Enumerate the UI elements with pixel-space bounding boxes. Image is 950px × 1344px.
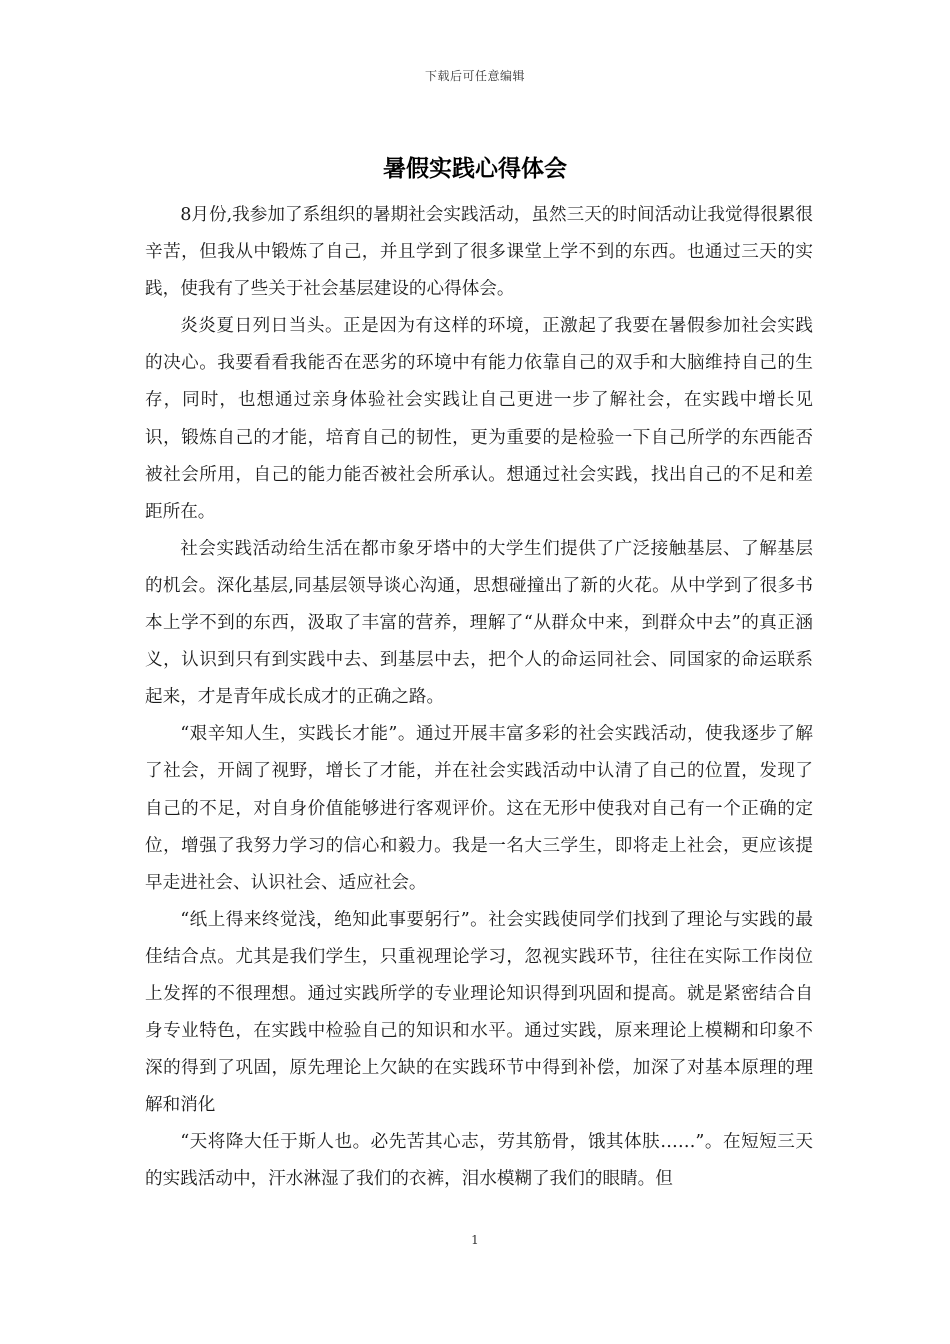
page-number: 1 bbox=[471, 1233, 479, 1247]
document-title: 暑假实践心得体会 bbox=[383, 156, 567, 182]
paragraph-6: “天将降大任于斯人也。必先苦其心志，劳其筋骨，饿其体肤……”。在短短三天的实践活动中，汗水淋湿了我们的衣裤，泪水模糊了我们的眼睛。但 bbox=[145, 1132, 813, 1190]
paragraph-4: “艰辛知人生，实践长才能”。通过开展丰富多彩的社会实践活动，使我逐步了解了社会，开阔了视野，增长了才能，并在社会实践活动中认清了自己的位置，发现了自己的不足，对自身价值能够进行客观评价。这在无形中使我对自己有一个正确的定位，增强了我努力学习的信心和毅力。我是一名大三学生，即将走上社会，更应该提早走进社会、认识社会、适应社会。 bbox=[145, 724, 813, 893]
paragraph-3: 社会实践活动给生活在都市象牙塔中的大学生们提供了广泛接触基层、了解基层的机会。深化基层,同基层领导谈心沟通，思想碰撞出了新的火花。从中学到了很多书本上学不到的东西，汲取了丰富的营养，理解了“从群众中来，到群众中去”的真正涵义，认识到只有到实践中去、到基层中去，把个人的命运同社会、同国家的命运联系起来，才是青年成长成才的正确之路。 bbox=[145, 538, 813, 708]
paragraph-2: 炎炎夏日列日当头。正是因为有这样的环境，正激起了我要在暑假参加社会实践的决心。我要看看我能否在恶劣的环境中有能力依靠自己的双手和大脑维持自己的生存，同时，也想通过亲身体验社会实践让自己更进一步了解社会，在实践中增长见识，锻炼自己的才能，培育自己的韧性，更为重要的是检验一下自己所学的东西能否被社会所用，自己的能力能否被社会所承认。想通过社会实践，找出自己的不足和差距所在。 bbox=[145, 316, 813, 522]
paragraph-5: “纸上得来终觉浅，绝知此事要躬行”。社会实践使同学们找到了理论与实践的最佳结合点。尤其是我们学生，只重视理论学习，忽视实践环节，往往在实际工作岗位上发挥的不很理想。通过实践所学的专业理论知识得到巩固和提高。就是紧密结合自身专业特色，在实践中检验自己的知识和水平。通过实践，原来理论上模糊和印象不深的得到了巩固，原先理论上欠缺的在实践环节中得到补偿，加深了对基本原理的理解和消化 bbox=[145, 909, 813, 1116]
paragraph-1: 8月份,我参加了系组织的暑期社会实践活动，虽然三天的时间活动让我觉得很累很辛苦，但我从中锻炼了自己，并且学到了很多课堂上学不到的东西。也通过三天的实践，使我有了些关于社会基层建设的心得体会。 bbox=[145, 205, 813, 300]
document-body bbox=[145, 197, 813, 1199]
page-header: 下载后可任意编辑 bbox=[424, 69, 525, 83]
